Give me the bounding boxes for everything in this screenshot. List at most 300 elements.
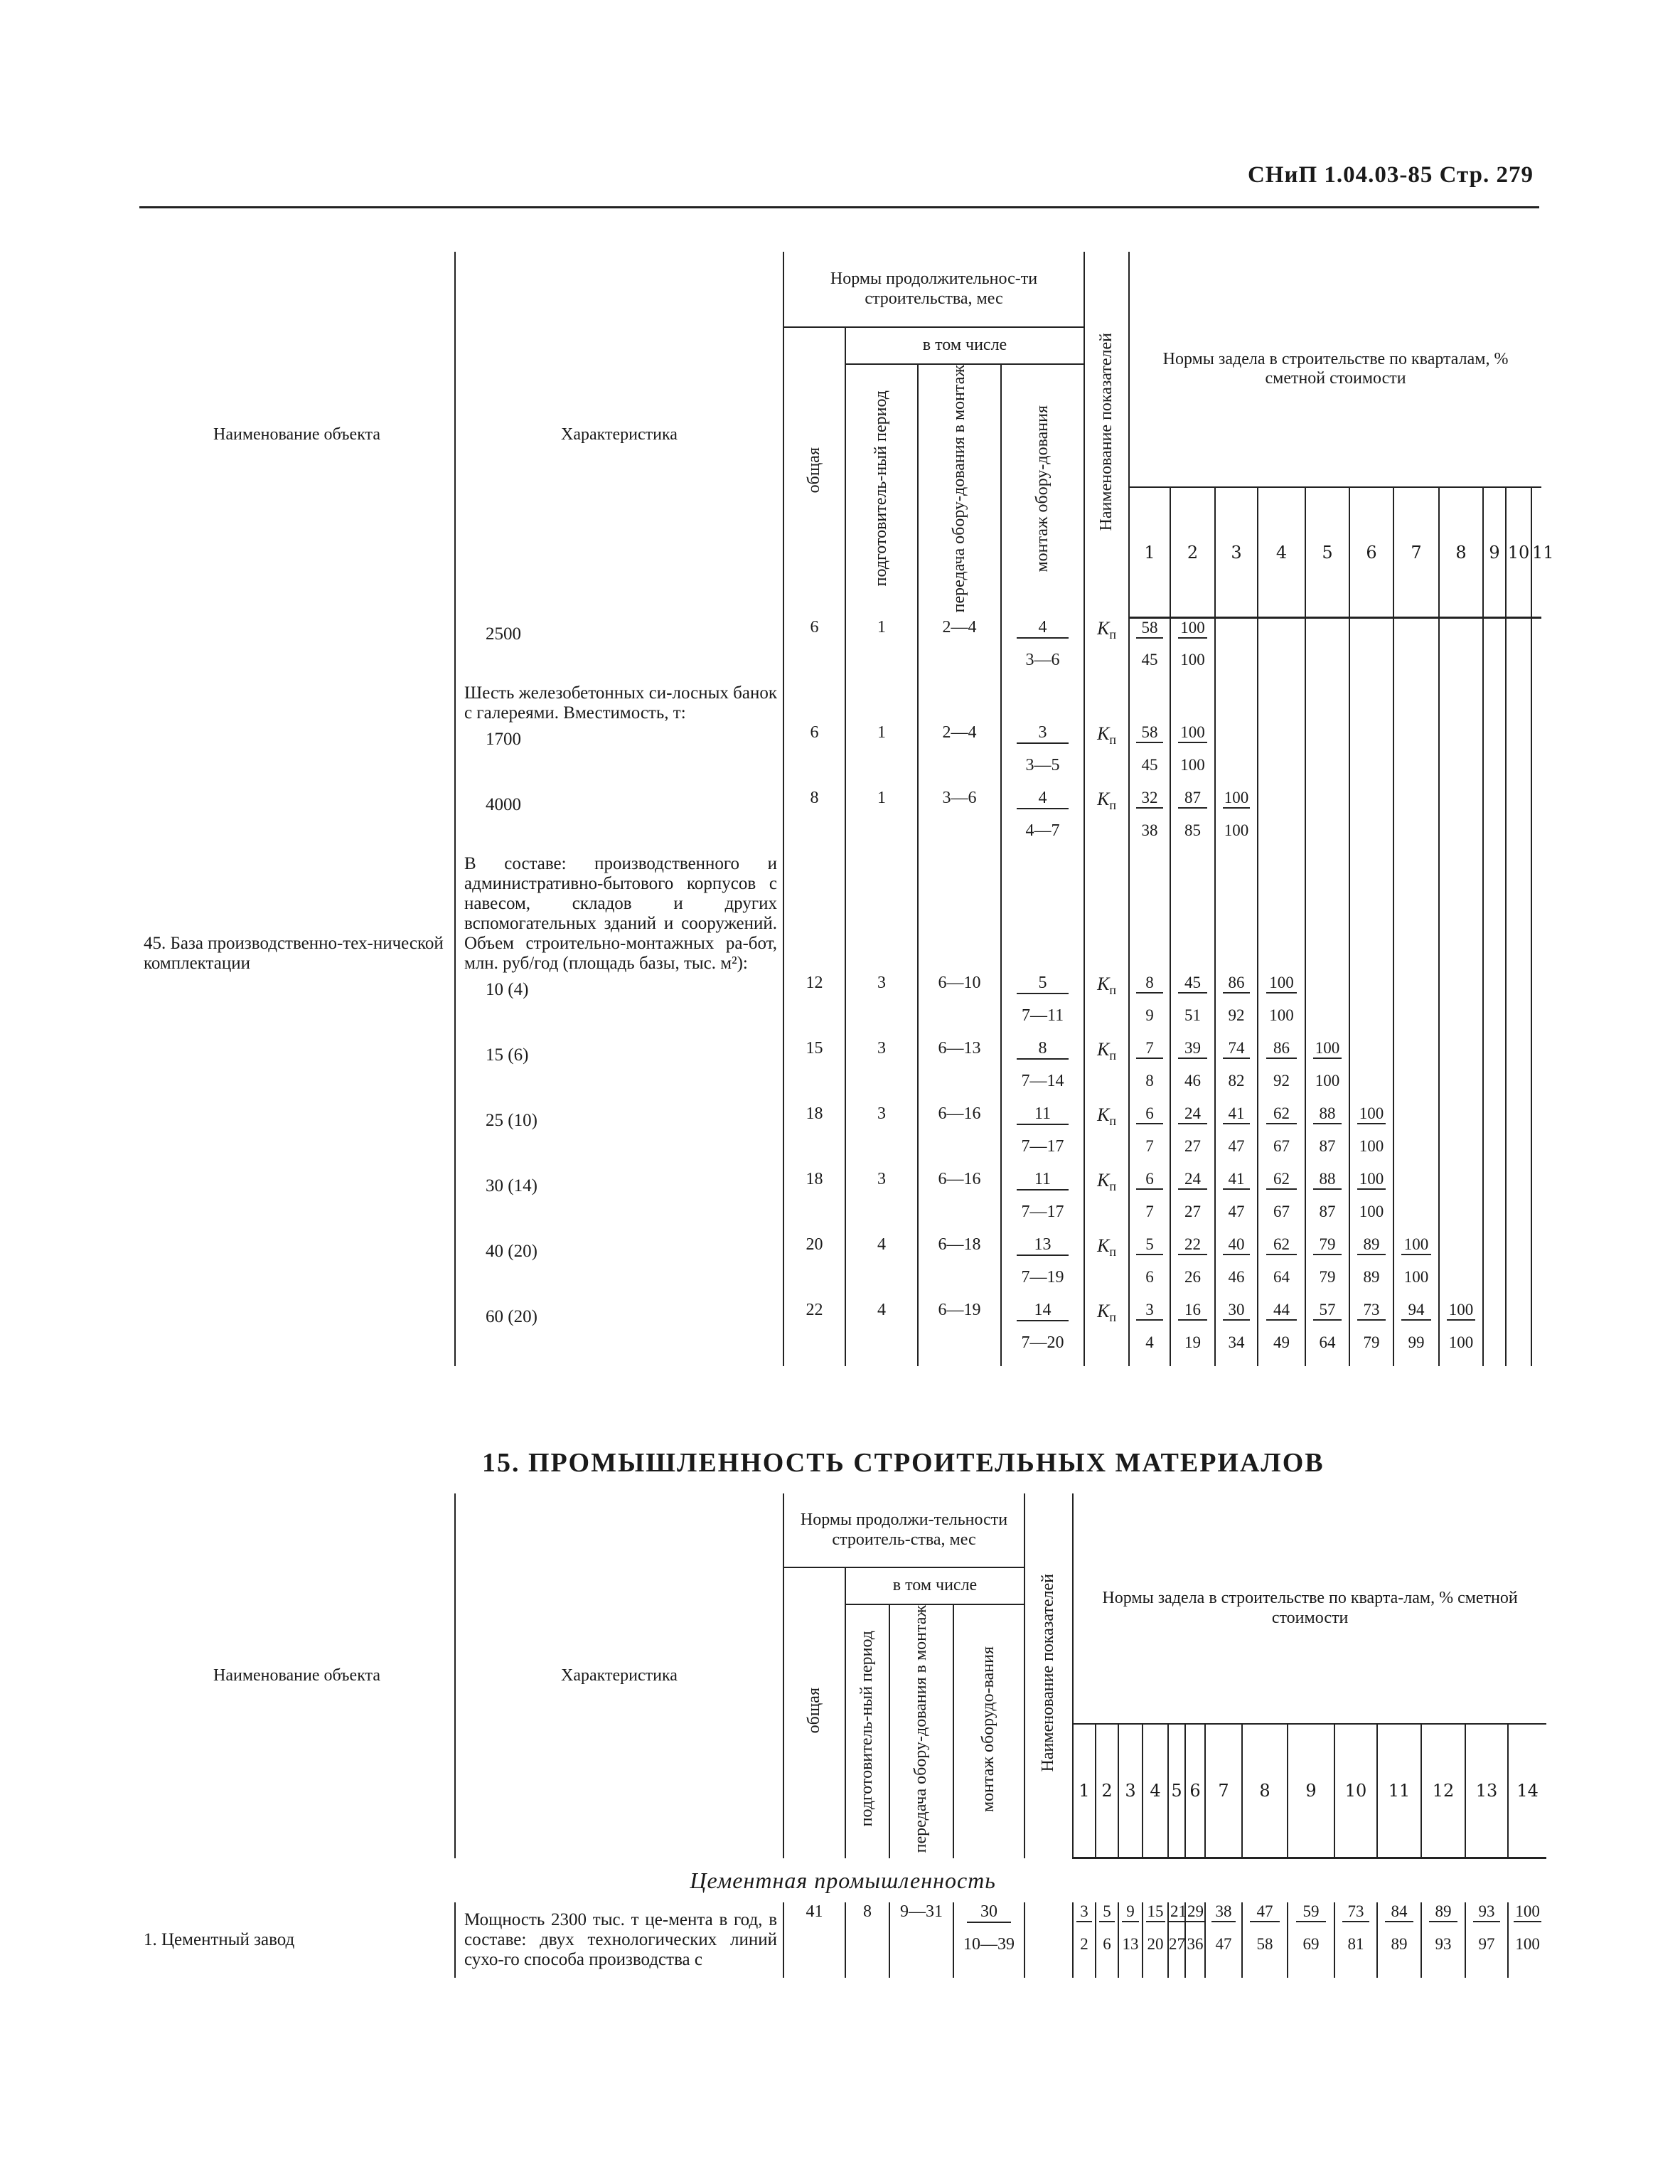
install-months: 13 bbox=[1017, 1235, 1069, 1256]
backlog-kp-q6 bbox=[1349, 723, 1393, 756]
install-months: 11 bbox=[1017, 1170, 1069, 1190]
characteristic-value bbox=[455, 1235, 783, 1268]
table-row bbox=[139, 1170, 1541, 1203]
backlog-kp-q2 bbox=[1170, 1235, 1215, 1268]
backlog-q2 bbox=[1170, 1203, 1215, 1235]
blank-cell bbox=[1483, 854, 1506, 974]
backlog-q4 bbox=[1143, 1935, 1168, 1978]
duration-install bbox=[1001, 723, 1084, 756]
blank-cell bbox=[783, 821, 845, 854]
blank-cell bbox=[889, 1935, 953, 1978]
backlog-value: 8 bbox=[1136, 974, 1163, 994]
backlog-kp-q2 bbox=[1170, 1301, 1215, 1333]
backlog-value: 7 bbox=[1136, 1039, 1163, 1059]
backlog-value: 29 bbox=[1186, 1902, 1205, 1922]
backlog-value: 93 bbox=[1473, 1902, 1501, 1922]
backlog-q9 bbox=[1483, 1072, 1506, 1104]
backlog-value: 67 bbox=[1273, 1136, 1290, 1155]
blank-cell bbox=[918, 756, 1001, 789]
backlog-kp-q11 bbox=[1531, 1170, 1541, 1203]
backlog-kp-q13 bbox=[1465, 1902, 1508, 1935]
backlog-q1 bbox=[1073, 1935, 1096, 1978]
backlog-value: 26 bbox=[1184, 1267, 1202, 1286]
backlog-kp-q9 bbox=[1483, 1104, 1506, 1137]
quarter-header-3: 3 bbox=[1215, 487, 1258, 618]
backlog-q8 bbox=[1439, 1333, 1483, 1366]
backlog-value: 24 bbox=[1178, 1170, 1207, 1190]
backlog-value: 62 bbox=[1266, 1104, 1297, 1124]
backlog-value: 9 bbox=[1122, 1902, 1138, 1922]
object-name bbox=[139, 683, 455, 723]
backlog-q8 bbox=[1439, 1006, 1483, 1039]
kp-letter: К bbox=[1097, 788, 1110, 809]
install-months: 30 bbox=[967, 1902, 1012, 1923]
backlog-kp-q2 bbox=[1170, 1039, 1215, 1072]
duration-install bbox=[1001, 1301, 1084, 1333]
backlog-q10 bbox=[1334, 1935, 1377, 1978]
blank-cell bbox=[1084, 821, 1129, 854]
blank-cell bbox=[1393, 683, 1439, 723]
backlog-value: 87 bbox=[1319, 1202, 1336, 1220]
object-name-empty bbox=[139, 1039, 455, 1072]
duration-install-range: 7—20 bbox=[1001, 1333, 1084, 1366]
duration-prep: 1 bbox=[845, 723, 918, 756]
blank-cell bbox=[845, 821, 918, 854]
backlog-q9 bbox=[1483, 1203, 1506, 1235]
backlog-value: 22 bbox=[1178, 1235, 1207, 1255]
backlog-q2 bbox=[1170, 1072, 1215, 1104]
blank-cell bbox=[918, 821, 1001, 854]
characteristic-value bbox=[455, 618, 783, 651]
object-name-empty bbox=[139, 1268, 455, 1301]
backlog-value: 73 bbox=[1342, 1902, 1370, 1922]
col-header-characteristic: Характеристика bbox=[455, 252, 783, 618]
characteristic-value-text: 25 (10) bbox=[486, 1110, 537, 1130]
backlog-kp-q7 bbox=[1205, 1902, 1242, 1935]
object-name-empty bbox=[139, 1235, 455, 1268]
blank-cell bbox=[918, 1203, 1001, 1235]
install-months: 4 bbox=[1017, 789, 1069, 809]
kp-letter: К bbox=[1097, 723, 1110, 744]
backlog-q11 bbox=[1531, 1072, 1541, 1104]
backlog-q10 bbox=[1506, 821, 1531, 854]
blank-cell bbox=[783, 854, 845, 974]
backlog-q6 bbox=[1349, 821, 1393, 854]
backlog-value: 94 bbox=[1401, 1301, 1430, 1321]
blank-cell bbox=[845, 1333, 918, 1366]
duration-prep: 4 bbox=[845, 1235, 918, 1268]
t2-col-header-indicator-text: Наименование показателей bbox=[1039, 1574, 1058, 1772]
backlog-kp-q9 bbox=[1483, 1039, 1506, 1072]
backlog-kp-q8 bbox=[1439, 1170, 1483, 1203]
backlog-value: 100 bbox=[1359, 1202, 1384, 1220]
backlog-q5 bbox=[1305, 1268, 1349, 1301]
duration-install bbox=[1001, 1039, 1084, 1072]
col-header-transfer-text: передача обору-дования в монтаж bbox=[949, 365, 968, 613]
backlog-value: 89 bbox=[1363, 1267, 1380, 1286]
backlog-q5 bbox=[1305, 1137, 1349, 1170]
backlog-value: 88 bbox=[1313, 1104, 1342, 1124]
blank-cell bbox=[1506, 683, 1531, 723]
backlog-kp-q8 bbox=[1439, 1235, 1483, 1268]
col-header-install-text: монтаж обору-дования bbox=[1032, 405, 1052, 572]
backlog-value: 100 bbox=[1514, 1902, 1541, 1922]
backlog-value: 45 bbox=[1141, 755, 1158, 774]
blank-cell bbox=[1084, 1006, 1129, 1039]
backlog-value: 45 bbox=[1141, 650, 1158, 668]
backlog-value: 89 bbox=[1429, 1902, 1457, 1922]
object-name-empty bbox=[139, 821, 455, 854]
backlog-q1 bbox=[1129, 1072, 1170, 1104]
backlog-q6 bbox=[1349, 1268, 1393, 1301]
backlog-kp-q9 bbox=[1288, 1902, 1334, 1935]
indicator-kp bbox=[1084, 1170, 1129, 1203]
backlog-q3 bbox=[1215, 1137, 1258, 1170]
backlog-value: 4 bbox=[1145, 1333, 1154, 1351]
blank-cell bbox=[1305, 683, 1349, 723]
backlog-value: 21 bbox=[1169, 1902, 1188, 1922]
backlog-q11 bbox=[1531, 1333, 1541, 1366]
object-name-empty bbox=[139, 618, 455, 651]
backlog-q2 bbox=[1170, 1333, 1215, 1366]
backlog-q4 bbox=[1258, 821, 1305, 854]
backlog-kp-q6 bbox=[1349, 1235, 1393, 1268]
backlog-q6 bbox=[1349, 651, 1393, 683]
blank-cell bbox=[1084, 1137, 1129, 1170]
backlog-value: 13 bbox=[1122, 1934, 1139, 1953]
duration-total: 22 bbox=[783, 1301, 845, 1333]
backlog-q4 bbox=[1258, 756, 1305, 789]
backlog-kp-q1 bbox=[1129, 1235, 1170, 1268]
backlog-q13 bbox=[1465, 1935, 1508, 1978]
backlog-kp-q8 bbox=[1439, 618, 1483, 651]
backlog-kp-q6 bbox=[1349, 789, 1393, 821]
characteristic-empty bbox=[455, 1072, 783, 1104]
backlog-value: 36 bbox=[1187, 1934, 1204, 1953]
backlog-q3 bbox=[1118, 1935, 1143, 1978]
install-months: 3 bbox=[1017, 723, 1069, 744]
backlog-value: 100 bbox=[1269, 1006, 1294, 1024]
backlog-value: 86 bbox=[1223, 974, 1251, 994]
backlog-value: 47 bbox=[1215, 1934, 1232, 1953]
backlog-kp-q9 bbox=[1483, 618, 1506, 651]
duration-transfer: 6—18 bbox=[918, 1235, 1001, 1268]
backlog-kp-q10 bbox=[1506, 618, 1531, 651]
backlog-kp-q4 bbox=[1258, 974, 1305, 1006]
backlog-kp-q4 bbox=[1258, 1104, 1305, 1137]
backlog-q6 bbox=[1349, 1333, 1393, 1366]
kp-letter: К bbox=[1097, 1235, 1110, 1256]
duration-install-range: 7—11 bbox=[1001, 1006, 1084, 1039]
duration-prep: 4 bbox=[845, 1301, 918, 1333]
duration-transfer: 6—10 bbox=[918, 974, 1001, 1006]
backlog-q2 bbox=[1170, 1137, 1215, 1170]
backlog-kp-q5 bbox=[1305, 723, 1349, 756]
backlog-q10 bbox=[1506, 1006, 1531, 1039]
backlog-value: 100 bbox=[1448, 1333, 1474, 1351]
col-header-name: Наименование объекта bbox=[213, 425, 380, 444]
backlog-q2 bbox=[1170, 1006, 1215, 1039]
object-name-empty bbox=[139, 756, 455, 789]
backlog-value: 7 bbox=[1145, 1202, 1154, 1220]
backlog-q11 bbox=[1531, 756, 1541, 789]
table-row-sub bbox=[139, 821, 1541, 854]
backlog-q7 bbox=[1393, 1268, 1439, 1301]
backlog-q11 bbox=[1377, 1935, 1421, 1978]
table-row-intro bbox=[139, 854, 1541, 974]
backlog-kp-q10 bbox=[1506, 723, 1531, 756]
backlog-q10 bbox=[1506, 651, 1531, 683]
backlog-kp-q1 bbox=[1073, 1902, 1096, 1935]
backlog-kp-q3 bbox=[1215, 789, 1258, 821]
backlog-value: 32 bbox=[1136, 789, 1163, 809]
blank-cell bbox=[1084, 651, 1129, 683]
characteristic-empty bbox=[455, 1268, 783, 1301]
quarter-header-8: 8 bbox=[1439, 487, 1483, 618]
t2-col-header-install-text: монтаж оборудо-вания bbox=[979, 1646, 998, 1812]
backlog-kp-q8 bbox=[1439, 1301, 1483, 1333]
backlog-kp-q1 bbox=[1129, 618, 1170, 651]
blank-cell bbox=[918, 1137, 1001, 1170]
t2-col-header-total bbox=[783, 1567, 845, 1858]
quarter-header-7: 7 bbox=[1393, 487, 1439, 618]
backlog-kp-q11 bbox=[1531, 1301, 1541, 1333]
blank-cell bbox=[1439, 854, 1483, 974]
object-name-empty bbox=[139, 789, 455, 821]
table-row bbox=[139, 618, 1541, 651]
kp-subscript: п bbox=[1109, 733, 1116, 747]
backlog-q2 bbox=[1170, 1268, 1215, 1301]
backlog-kp-q3 bbox=[1215, 1170, 1258, 1203]
backlog-value: 59 bbox=[1296, 1902, 1326, 1922]
characteristic-empty bbox=[455, 1137, 783, 1170]
backlog-kp-q2 bbox=[1170, 974, 1215, 1006]
blank-cell bbox=[918, 854, 1001, 974]
backlog-value: 27 bbox=[1184, 1202, 1202, 1220]
backlog-q12 bbox=[1421, 1935, 1465, 1978]
characteristic-value bbox=[455, 1104, 783, 1137]
backlog-kp-q2 bbox=[1170, 789, 1215, 821]
backlog-q4 bbox=[1258, 1137, 1305, 1170]
characteristic-empty bbox=[455, 651, 783, 683]
backlog-q4 bbox=[1258, 1072, 1305, 1104]
col-header-indicator-text: Наименование показателей bbox=[1096, 333, 1115, 531]
backlog-value: 6 bbox=[1103, 1934, 1111, 1953]
quarter-header-9: 9 bbox=[1288, 1724, 1334, 1858]
backlog-value: 93 bbox=[1435, 1934, 1452, 1953]
backlog-kp-q2 bbox=[1170, 1104, 1215, 1137]
table-row bbox=[139, 1104, 1541, 1137]
backlog-kp-q4 bbox=[1258, 723, 1305, 756]
backlog-value: 46 bbox=[1184, 1071, 1202, 1090]
t2-col-header-prep-text: подготовитель-ный период bbox=[857, 1631, 877, 1827]
backlog-value: 100 bbox=[1224, 821, 1249, 839]
backlog-value: 9 bbox=[1145, 1006, 1154, 1024]
quarter-header-8: 8 bbox=[1242, 1724, 1288, 1858]
characteristic: Мощность 2300 тыс. т це-мента в год, в составе: двух технологических линий сухо-го способа производства с bbox=[455, 1902, 783, 1978]
backlog-kp-q1 bbox=[1129, 1039, 1170, 1072]
backlog-q2 bbox=[1170, 756, 1215, 789]
backlog-q9 bbox=[1483, 1006, 1506, 1039]
backlog-q9 bbox=[1483, 821, 1506, 854]
duration-total: 6 bbox=[783, 618, 845, 651]
backlog-q9 bbox=[1483, 1333, 1506, 1366]
backlog-q4 bbox=[1258, 1203, 1305, 1235]
backlog-kp-q11 bbox=[1531, 974, 1541, 1006]
kp-subscript: п bbox=[1109, 983, 1116, 998]
characteristic-value-text: 15 (6) bbox=[486, 1045, 529, 1065]
table-row-sub bbox=[139, 1203, 1541, 1235]
col-header-incl: в том числе bbox=[845, 327, 1084, 364]
t2-col-header-backlog: Нормы задела в строительстве по кварта-лам, % сметной стоимости bbox=[1073, 1493, 1546, 1724]
quarter-header-10: 10 bbox=[1334, 1724, 1377, 1858]
backlog-q7 bbox=[1393, 1006, 1439, 1039]
backlog-q1 bbox=[1129, 1333, 1170, 1366]
backlog-value: 57 bbox=[1313, 1301, 1342, 1321]
backlog-value: 79 bbox=[1363, 1333, 1380, 1351]
backlog-value: 5 bbox=[1136, 1235, 1163, 1255]
install-months: 11 bbox=[1017, 1104, 1069, 1125]
backlog-q3 bbox=[1215, 756, 1258, 789]
object-name-empty bbox=[139, 1333, 455, 1366]
backlog-q7 bbox=[1393, 651, 1439, 683]
quarter-header-5: 5 bbox=[1168, 1724, 1185, 1858]
backlog-kp-q4 bbox=[1258, 1235, 1305, 1268]
backlog-value: 7 bbox=[1145, 1136, 1154, 1155]
backlog-kp-q8 bbox=[1439, 1039, 1483, 1072]
backlog-q10 bbox=[1506, 1137, 1531, 1170]
backlog-value: 100 bbox=[1178, 723, 1207, 743]
blank-cell bbox=[1258, 854, 1305, 974]
backlog-value: 34 bbox=[1228, 1333, 1245, 1351]
section-title: 15. ПРОМЫШЛЕННОСТЬ СТРОИТЕЛЬНЫХ МАТЕРИАЛОВ bbox=[482, 1448, 1325, 1478]
duration-install bbox=[1001, 1104, 1084, 1137]
table-row-sub bbox=[139, 651, 1541, 683]
backlog-value: 3 bbox=[1136, 1301, 1163, 1321]
t2-col-header-duration: Нормы продолжи-тельности строитель-ства, мес bbox=[783, 1493, 1024, 1567]
header-rule bbox=[139, 206, 1539, 208]
backlog-value: 41 bbox=[1223, 1104, 1251, 1124]
table-row-sub bbox=[139, 756, 1541, 789]
object-name-empty bbox=[139, 1006, 455, 1039]
backlog-kp-q5 bbox=[1305, 1039, 1349, 1072]
backlog-value: 27 bbox=[1169, 1934, 1186, 1953]
backlog-q1 bbox=[1129, 1203, 1170, 1235]
backlog-q5 bbox=[1305, 1203, 1349, 1235]
backlog-value: 67 bbox=[1273, 1202, 1290, 1220]
backlog-kp-q4 bbox=[1258, 1170, 1305, 1203]
kp-subscript: п bbox=[1109, 798, 1116, 813]
blank-cell bbox=[1531, 854, 1541, 974]
object-name: 1. Цементный завод bbox=[144, 1929, 295, 1949]
backlog-value: 62 bbox=[1266, 1170, 1297, 1190]
backlog-kp-q6 bbox=[1349, 1039, 1393, 1072]
kp-symbol bbox=[1097, 1235, 1116, 1259]
backlog-kp-q2 bbox=[1170, 1170, 1215, 1203]
backlog-kp-q10 bbox=[1506, 974, 1531, 1006]
backlog-value: 85 bbox=[1184, 821, 1202, 839]
blank-cell bbox=[845, 854, 918, 974]
backlog-q5 bbox=[1305, 651, 1349, 683]
characteristic-empty bbox=[455, 1006, 783, 1039]
backlog-value: 47 bbox=[1228, 1136, 1245, 1155]
quarter-header-6: 6 bbox=[1185, 1724, 1205, 1858]
backlog-kp-q5 bbox=[1305, 789, 1349, 821]
col-header-total-text: общая bbox=[804, 447, 823, 494]
backlog-kp-q4 bbox=[1143, 1902, 1168, 1935]
backlog-kp-q3 bbox=[1215, 723, 1258, 756]
backlog-q11 bbox=[1531, 1268, 1541, 1301]
backlog-value: 5 bbox=[1099, 1902, 1115, 1922]
backlog-kp-q10 bbox=[1506, 1301, 1531, 1333]
indicator-kp bbox=[1084, 1235, 1129, 1268]
backlog-value: 82 bbox=[1228, 1071, 1245, 1090]
backlog-kp-q9 bbox=[1483, 1170, 1506, 1203]
duration-install bbox=[953, 1902, 1024, 1935]
blank-cell bbox=[1258, 683, 1305, 723]
backlog-value: 100 bbox=[1403, 1267, 1429, 1286]
backlog-value: 69 bbox=[1302, 1934, 1320, 1953]
quarter-header-6: 6 bbox=[1349, 487, 1393, 618]
table-row bbox=[139, 1039, 1541, 1072]
duration-install bbox=[1001, 974, 1084, 1006]
norms-table-2 bbox=[139, 1493, 1546, 1978]
backlog-kp-q1 bbox=[1129, 1170, 1170, 1203]
backlog-value: 58 bbox=[1256, 1934, 1273, 1953]
backlog-value: 100 bbox=[1180, 755, 1205, 774]
duration-total: 8 bbox=[783, 789, 845, 821]
backlog-q4 bbox=[1258, 651, 1305, 683]
backlog-q1 bbox=[1129, 1268, 1170, 1301]
backlog-value: 3 bbox=[1076, 1902, 1092, 1922]
backlog-kp-q10 bbox=[1506, 1039, 1531, 1072]
blank-cell bbox=[845, 1203, 918, 1235]
blank-cell bbox=[1129, 854, 1170, 974]
duration-install bbox=[1001, 618, 1084, 651]
backlog-kp-q7 bbox=[1393, 1104, 1439, 1137]
indicator-kp bbox=[1084, 974, 1129, 1006]
backlog-kp-q6 bbox=[1349, 1104, 1393, 1137]
backlog-q1 bbox=[1129, 1006, 1170, 1039]
characteristic-empty bbox=[455, 821, 783, 854]
backlog-value: 100 bbox=[1357, 1104, 1386, 1124]
backlog-value: 88 bbox=[1313, 1170, 1342, 1190]
backlog-value: 64 bbox=[1319, 1333, 1336, 1351]
kp-symbol bbox=[1097, 973, 1116, 998]
backlog-kp-q7 bbox=[1393, 618, 1439, 651]
blank-cell bbox=[1084, 1072, 1129, 1104]
duration-prep: 3 bbox=[845, 1170, 918, 1203]
backlog-q6 bbox=[1349, 756, 1393, 789]
duration-install-range: 10—39 bbox=[953, 1935, 1024, 1978]
backlog-kp-q6 bbox=[1349, 618, 1393, 651]
duration-transfer: 2—4 bbox=[918, 723, 1001, 756]
backlog-kp-q9 bbox=[1483, 789, 1506, 821]
col-header-prep bbox=[845, 364, 918, 618]
backlog-q2 bbox=[1170, 651, 1215, 683]
backlog-kp-q1 bbox=[1129, 789, 1170, 821]
kp-symbol bbox=[1097, 1104, 1116, 1129]
blank-cell bbox=[1084, 1203, 1129, 1235]
backlog-value: 74 bbox=[1223, 1039, 1251, 1059]
quarter-header-1: 1 bbox=[1073, 1724, 1096, 1858]
t2-col-header-total-text: общая bbox=[804, 1687, 823, 1734]
blank-cell bbox=[1215, 683, 1258, 723]
backlog-kp-q7 bbox=[1393, 974, 1439, 1006]
install-months: 14 bbox=[1017, 1301, 1069, 1321]
table-row-sub bbox=[139, 1072, 1541, 1104]
backlog-q4 bbox=[1258, 1333, 1305, 1366]
